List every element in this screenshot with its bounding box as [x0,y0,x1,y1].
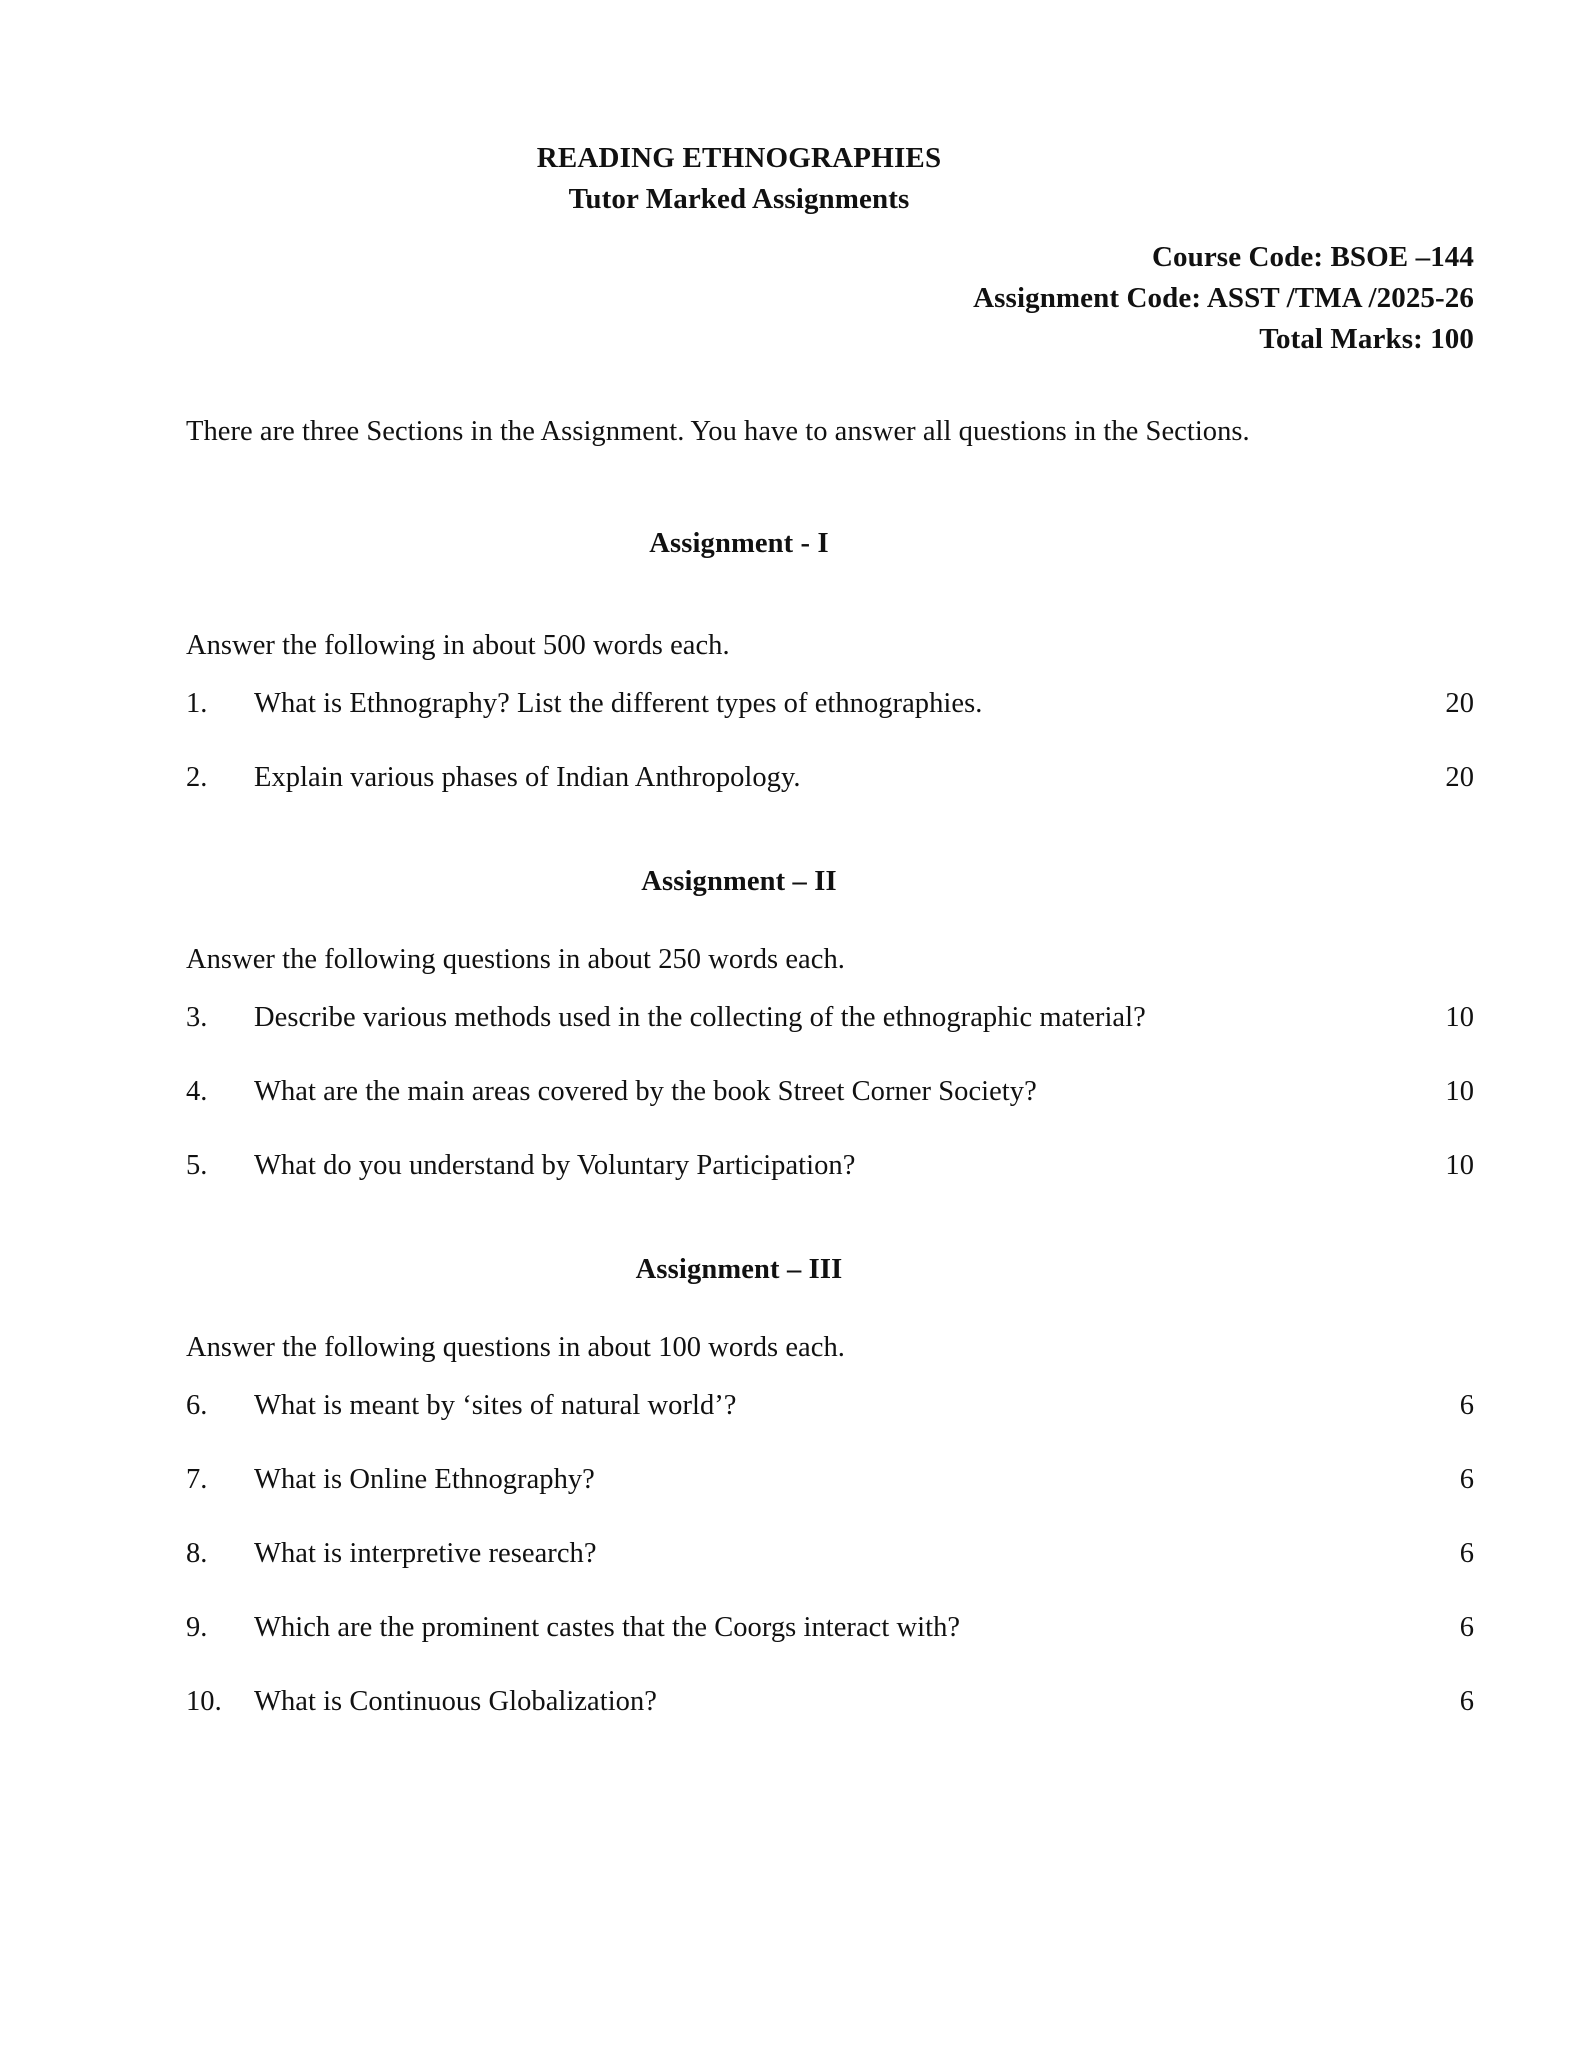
question-marks: 6 [1459,1612,1474,1643]
section-instruction: Answer the following questions in about 250 words each. [186,944,845,975]
section-heading: Assignment – III [635,1254,843,1285]
question-row [186,1535,1474,1573]
question-text: What is Continuous Globalization? [254,1686,657,1717]
question-number: 1. [186,688,208,719]
question-text: What do you understand by Voluntary Participation? [254,1150,856,1181]
question-list [186,665,1474,797]
question-text: Describe various methods used in the collecting of the ethnographic material? [254,1002,1146,1033]
question-number: 9. [186,1612,208,1643]
question-number: 5. [186,1150,208,1181]
question-number: 3. [186,1002,208,1033]
question-row [186,999,1474,1037]
section-assignment-1 [186,451,1474,797]
question-row [186,1147,1474,1185]
page-title: READING ETHNOGRAPHIES [536,142,942,174]
question-number: 6. [186,1390,208,1421]
question-text: What are the main areas covered by the book Street Corner Society? [254,1076,1037,1107]
question-marks: 10 [1445,1076,1474,1107]
question-number: 7. [186,1464,208,1495]
question-row [186,1683,1474,1721]
question-list [186,1367,1474,1721]
document-content [186,0,1474,1721]
section-heading: Assignment - I [649,528,829,559]
question-text: What is meant by ‘sites of natural world’? [254,1390,737,1421]
question-row [186,1461,1474,1499]
question-text: What is interpretive research? [254,1538,597,1569]
question-text: What is Online Ethnography? [254,1464,595,1495]
section-instruction: Answer the following in about 500 words each. [186,630,730,661]
question-row [186,759,1474,797]
question-row [186,1387,1474,1425]
question-list [186,979,1474,1185]
question-text: Which are the prominent castes that the Coorgs interact with? [254,1612,961,1643]
question-marks: 6 [1459,1538,1474,1569]
question-marks: 6 [1459,1686,1474,1717]
section-heading: Assignment – II [641,866,837,897]
question-text: What is Ethnography? List the different types of ethnographies. [254,688,983,719]
section-assignment-2 [186,797,1474,1185]
total-marks-line: Total Marks: 100 [1259,323,1474,355]
question-marks: 6 [1459,1464,1474,1495]
section-assignment-3 [186,1185,1474,1721]
question-marks: 10 [1445,1150,1474,1181]
assignment-intro-text: There are three Sections in the Assignment. You have to answer all questions in the Sections. [186,416,1250,447]
question-row [186,1609,1474,1647]
section-instruction: Answer the following questions in about 100 words each. [186,1332,845,1363]
question-marks: 20 [1445,688,1474,719]
question-number: 4. [186,1076,208,1107]
question-marks: 20 [1445,762,1474,793]
question-number: 10. [186,1686,222,1717]
page-subtitle: Tutor Marked Assignments [568,183,910,215]
question-row [186,685,1474,723]
question-number: 8. [186,1538,208,1569]
document-header [186,0,1474,360]
assignment-code-line: Assignment Code: ASST /TMA /2025-26 [973,282,1474,314]
question-number: 2. [186,762,208,793]
question-text: Explain various phases of Indian Anthropology. [254,762,801,793]
course-code-line: Course Code: BSOE –144 [1151,241,1474,273]
question-marks: 6 [1459,1390,1474,1421]
question-marks: 10 [1445,1002,1474,1033]
question-row [186,1073,1474,1111]
